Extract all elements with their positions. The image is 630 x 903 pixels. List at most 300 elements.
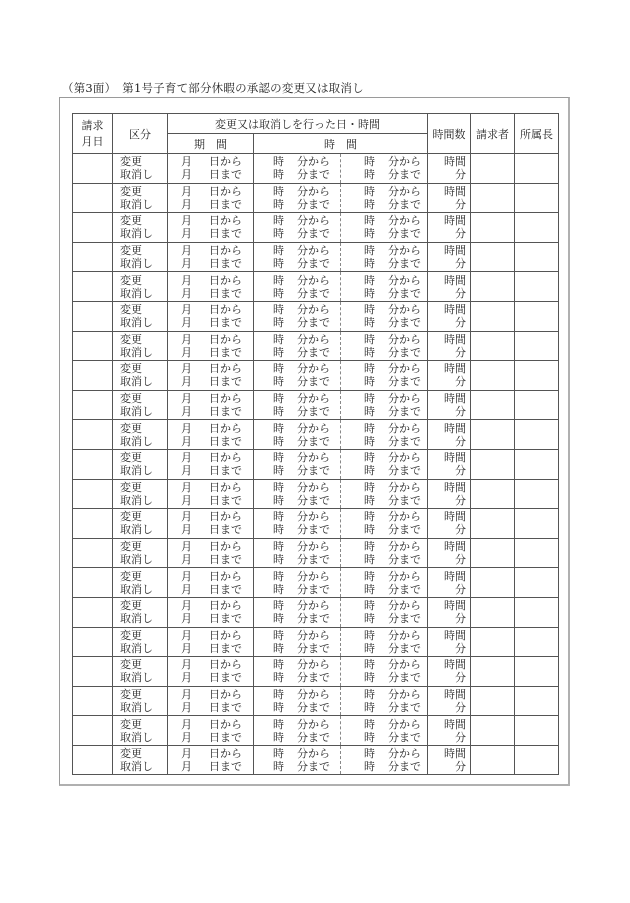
time-end-cell[interactable] <box>341 479 428 509</box>
period-cell[interactable] <box>168 154 254 184</box>
month-label: 月 <box>181 658 192 672</box>
category-cell[interactable] <box>113 449 168 479</box>
month-label: 月 <box>181 244 192 258</box>
requester-cell[interactable] <box>471 242 515 272</box>
minutes-unit: 分 <box>455 286 466 300</box>
time-end-cell[interactable] <box>341 509 428 539</box>
minutes-unit: 分 <box>455 730 466 744</box>
hours-count-cell[interactable] <box>428 568 471 598</box>
requester-cell[interactable] <box>471 538 515 568</box>
time-end-cell[interactable] <box>341 213 428 243</box>
supervisor-cell[interactable] <box>515 390 559 420</box>
time-start-cell[interactable] <box>254 627 341 657</box>
request-date-cell[interactable] <box>73 361 113 391</box>
time-start-cell[interactable] <box>254 301 341 331</box>
supervisor-cell[interactable] <box>515 213 559 243</box>
month-label: 月 <box>181 286 192 300</box>
minute-from-label: 分から <box>297 687 330 701</box>
minute-from-label: 分から <box>297 658 330 672</box>
time-start-cell[interactable] <box>254 183 341 213</box>
day-to-label: 日まで <box>209 257 242 271</box>
category-cell[interactable] <box>113 509 168 539</box>
category-cell[interactable] <box>113 686 168 716</box>
day-from-label: 日から <box>209 362 242 376</box>
minute-to-label: 分まで <box>388 641 421 655</box>
category-cell[interactable] <box>113 183 168 213</box>
hours-count-cell[interactable] <box>428 154 471 184</box>
hour-label: 時 <box>273 687 284 701</box>
minute-from-label: 分から <box>297 510 330 524</box>
time-start-cell[interactable] <box>254 420 341 450</box>
category-cell[interactable] <box>113 361 168 391</box>
supervisor-cell[interactable] <box>515 627 559 657</box>
hour-label: 時 <box>273 197 284 211</box>
requester-cell[interactable] <box>471 479 515 509</box>
category-change: 変更 <box>120 540 142 554</box>
day-to-label: 日まで <box>209 227 242 241</box>
supervisor-cell[interactable] <box>515 657 559 687</box>
period-cell[interactable] <box>168 627 254 657</box>
request-date-cell[interactable] <box>73 331 113 361</box>
category-change: 変更 <box>120 392 142 406</box>
time-start-cell[interactable] <box>254 154 341 184</box>
minute-to-label: 分まで <box>388 612 421 626</box>
hours-count-cell[interactable] <box>428 686 471 716</box>
minute-to-label: 分まで <box>388 375 421 389</box>
requester-cell[interactable] <box>471 331 515 361</box>
category-change: 変更 <box>120 510 142 524</box>
hour-label: 時 <box>364 451 375 465</box>
hour-label: 時 <box>364 628 375 642</box>
time-start-cell[interactable] <box>254 597 341 627</box>
period-cell[interactable] <box>168 479 254 509</box>
time-start-cell[interactable] <box>254 686 341 716</box>
category-cell[interactable] <box>113 716 168 746</box>
hours-count-cell[interactable] <box>428 716 471 746</box>
month-label: 月 <box>181 303 192 317</box>
hour-label: 時 <box>273 168 284 182</box>
time-end-cell[interactable] <box>341 538 428 568</box>
request-date-cell[interactable] <box>73 716 113 746</box>
supervisor-cell[interactable] <box>515 361 559 391</box>
requester-cell[interactable] <box>471 657 515 687</box>
day-to-label: 日まで <box>209 316 242 330</box>
category-change: 変更 <box>120 747 142 761</box>
table-row <box>73 627 559 657</box>
month-label: 月 <box>181 717 192 731</box>
hour-label: 時 <box>273 700 284 714</box>
supervisor-cell[interactable] <box>515 242 559 272</box>
supervisor-cell[interactable] <box>515 745 559 775</box>
supervisor-cell[interactable] <box>515 420 559 450</box>
hours-unit: 時間 <box>444 392 466 406</box>
request-date-cell[interactable] <box>73 449 113 479</box>
hour-label: 時 <box>364 392 375 406</box>
period-cell[interactable] <box>168 361 254 391</box>
time-start-cell[interactable] <box>254 361 341 391</box>
category-cancel: 取消し <box>120 227 153 241</box>
requester-cell[interactable] <box>471 597 515 627</box>
day-from-label: 日から <box>209 540 242 554</box>
minute-from-label: 分から <box>297 421 330 435</box>
hour-label: 時 <box>364 540 375 554</box>
hours-unit: 時間 <box>444 303 466 317</box>
time-start-cell[interactable] <box>254 716 341 746</box>
minute-from-label: 分から <box>388 628 421 642</box>
hours-count-cell[interactable] <box>428 390 471 420</box>
time-start-cell[interactable] <box>254 479 341 509</box>
category-cell[interactable] <box>113 213 168 243</box>
minute-from-label: 分から <box>297 244 330 258</box>
category-cell[interactable] <box>113 568 168 598</box>
period-cell[interactable] <box>168 509 254 539</box>
period-cell[interactable] <box>168 183 254 213</box>
time-start-cell[interactable] <box>254 509 341 539</box>
hour-label: 時 <box>364 214 375 228</box>
request-date-cell[interactable] <box>73 242 113 272</box>
hour-label: 時 <box>273 434 284 448</box>
hour-label: 時 <box>273 553 284 567</box>
hours-count-cell[interactable] <box>428 627 471 657</box>
category-cell[interactable] <box>113 390 168 420</box>
hours-unit: 時間 <box>444 717 466 731</box>
category-cell[interactable] <box>113 745 168 775</box>
hour-label: 時 <box>364 730 375 744</box>
month-label: 月 <box>181 553 192 567</box>
supervisor-cell[interactable] <box>515 597 559 627</box>
day-from-label: 日から <box>209 392 242 406</box>
requester-cell[interactable] <box>471 154 515 184</box>
minute-from-label: 分から <box>388 332 421 346</box>
time-end-cell[interactable] <box>341 568 428 598</box>
month-label: 月 <box>181 155 192 169</box>
hours-count-cell[interactable] <box>428 183 471 213</box>
hour-label: 時 <box>273 599 284 613</box>
category-cell[interactable] <box>113 272 168 302</box>
supervisor-cell[interactable] <box>515 479 559 509</box>
minutes-unit: 分 <box>455 168 466 182</box>
minute-from-label: 分から <box>297 332 330 346</box>
minutes-unit: 分 <box>455 197 466 211</box>
category-cancel: 取消し <box>120 197 153 211</box>
time-start-cell[interactable] <box>254 538 341 568</box>
time-start-cell[interactable] <box>254 390 341 420</box>
month-label: 月 <box>181 184 192 198</box>
time-end-cell[interactable] <box>341 420 428 450</box>
minute-to-label: 分まで <box>388 345 421 359</box>
category-cell[interactable] <box>113 420 168 450</box>
hours-count-cell[interactable] <box>428 420 471 450</box>
category-cell[interactable] <box>113 479 168 509</box>
hours-count-cell[interactable] <box>428 301 471 331</box>
requester-cell[interactable] <box>471 449 515 479</box>
hour-label: 時 <box>364 612 375 626</box>
requester-cell[interactable] <box>471 183 515 213</box>
requester-cell[interactable] <box>471 361 515 391</box>
period-cell[interactable] <box>168 657 254 687</box>
day-from-label: 日から <box>209 747 242 761</box>
time-end-cell[interactable] <box>341 597 428 627</box>
requester-cell[interactable] <box>471 390 515 420</box>
period-cell[interactable] <box>168 597 254 627</box>
hour-label: 時 <box>364 316 375 330</box>
minute-from-label: 分から <box>297 569 330 583</box>
hour-label: 時 <box>364 700 375 714</box>
day-to-label: 日まで <box>209 405 242 419</box>
minutes-unit: 分 <box>455 375 466 389</box>
period-cell[interactable] <box>168 716 254 746</box>
category-cell[interactable] <box>113 627 168 657</box>
time-start-cell[interactable] <box>254 657 341 687</box>
request-date-cell[interactable] <box>73 301 113 331</box>
day-from-label: 日から <box>209 303 242 317</box>
hour-label: 時 <box>273 451 284 465</box>
requester-cell[interactable] <box>471 272 515 302</box>
month-label: 月 <box>181 451 192 465</box>
minutes-unit: 分 <box>455 434 466 448</box>
time-end-cell[interactable] <box>341 301 428 331</box>
period-cell[interactable] <box>168 242 254 272</box>
supervisor-cell[interactable] <box>515 538 559 568</box>
time-end-cell[interactable] <box>341 449 428 479</box>
hours-count-cell[interactable] <box>428 242 471 272</box>
request-date-cell[interactable] <box>73 509 113 539</box>
month-label: 月 <box>181 434 192 448</box>
time-end-cell[interactable] <box>341 716 428 746</box>
day-from-label: 日から <box>209 717 242 731</box>
request-date-cell[interactable] <box>73 183 113 213</box>
category-cell[interactable] <box>113 538 168 568</box>
period-cell[interactable] <box>168 301 254 331</box>
request-date-cell[interactable] <box>73 479 113 509</box>
month-label: 月 <box>181 375 192 389</box>
minute-to-label: 分まで <box>297 700 330 714</box>
period-cell[interactable] <box>168 272 254 302</box>
minute-from-label: 分から <box>388 451 421 465</box>
table-row <box>73 361 559 391</box>
request-date-cell[interactable] <box>73 213 113 243</box>
requester-cell[interactable] <box>471 745 515 775</box>
category-cell[interactable] <box>113 301 168 331</box>
time-start-cell[interactable] <box>254 331 341 361</box>
category-cell[interactable] <box>113 154 168 184</box>
day-to-label: 日まで <box>209 434 242 448</box>
request-date-cell[interactable] <box>73 686 113 716</box>
hour-label: 時 <box>273 286 284 300</box>
time-end-cell[interactable] <box>341 627 428 657</box>
month-label: 月 <box>181 316 192 330</box>
period-cell[interactable] <box>168 390 254 420</box>
requester-cell[interactable] <box>471 686 515 716</box>
hours-count-cell[interactable] <box>428 272 471 302</box>
supervisor-cell[interactable] <box>515 331 559 361</box>
supervisor-cell[interactable] <box>515 154 559 184</box>
request-date-cell[interactable] <box>73 154 113 184</box>
day-from-label: 日から <box>209 687 242 701</box>
request-date-cell[interactable] <box>73 597 113 627</box>
request-date-cell[interactable] <box>73 568 113 598</box>
request-date-cell[interactable] <box>73 538 113 568</box>
day-to-label: 日まで <box>209 671 242 685</box>
supervisor-cell[interactable] <box>515 509 559 539</box>
requester-cell[interactable] <box>471 420 515 450</box>
category-cell[interactable] <box>113 597 168 627</box>
day-from-label: 日から <box>209 421 242 435</box>
supervisor-cell[interactable] <box>515 183 559 213</box>
requester-cell[interactable] <box>471 627 515 657</box>
period-cell[interactable] <box>168 745 254 775</box>
hours-unit: 時間 <box>444 540 466 554</box>
minutes-unit: 分 <box>455 316 466 330</box>
hours-count-cell[interactable] <box>428 331 471 361</box>
hour-label: 時 <box>273 214 284 228</box>
day-to-label: 日まで <box>209 464 242 478</box>
time-start-cell[interactable] <box>254 242 341 272</box>
hours-count-cell[interactable] <box>428 361 471 391</box>
minutes-unit: 分 <box>455 493 466 507</box>
time-start-cell[interactable] <box>254 272 341 302</box>
hour-label: 時 <box>364 168 375 182</box>
month-label: 月 <box>181 345 192 359</box>
category-cancel: 取消し <box>120 612 153 626</box>
time-start-cell[interactable] <box>254 449 341 479</box>
hours-count-cell[interactable] <box>428 509 471 539</box>
month-label: 月 <box>181 392 192 406</box>
time-end-cell[interactable] <box>341 657 428 687</box>
hours-count-cell[interactable] <box>428 479 471 509</box>
request-date-cell[interactable] <box>73 745 113 775</box>
time-start-cell[interactable] <box>254 568 341 598</box>
supervisor-cell[interactable] <box>515 449 559 479</box>
time-end-cell[interactable] <box>341 331 428 361</box>
minute-from-label: 分から <box>388 214 421 228</box>
period-cell[interactable] <box>168 686 254 716</box>
table-row <box>73 183 559 213</box>
table-row <box>73 509 559 539</box>
requester-cell[interactable] <box>471 509 515 539</box>
hour-label: 時 <box>273 345 284 359</box>
minute-to-label: 分まで <box>297 523 330 537</box>
request-date-cell[interactable] <box>73 627 113 657</box>
header-period: 期 間 <box>168 134 254 154</box>
category-cell[interactable] <box>113 331 168 361</box>
hours-count-cell[interactable] <box>428 538 471 568</box>
table-row <box>73 301 559 331</box>
requester-cell[interactable] <box>471 716 515 746</box>
supervisor-cell[interactable] <box>515 301 559 331</box>
minute-from-label: 分から <box>388 362 421 376</box>
hours-count-cell[interactable] <box>428 449 471 479</box>
period-cell[interactable] <box>168 331 254 361</box>
time-start-cell[interactable] <box>254 745 341 775</box>
hours-unit: 時間 <box>444 273 466 287</box>
requester-cell[interactable] <box>471 213 515 243</box>
minute-from-label: 分から <box>388 717 421 731</box>
supervisor-cell[interactable] <box>515 568 559 598</box>
request-date-cell[interactable] <box>73 657 113 687</box>
hours-count-cell[interactable] <box>428 657 471 687</box>
time-end-cell[interactable] <box>341 745 428 775</box>
time-end-cell[interactable] <box>341 390 428 420</box>
table-row <box>73 716 559 746</box>
hours-count-cell[interactable] <box>428 213 471 243</box>
minute-from-label: 分から <box>297 540 330 554</box>
period-cell[interactable] <box>168 568 254 598</box>
requester-cell[interactable] <box>471 568 515 598</box>
hours-count-cell[interactable] <box>428 597 471 627</box>
table-row <box>73 154 559 184</box>
minute-to-label: 分まで <box>297 612 330 626</box>
minute-from-label: 分から <box>388 392 421 406</box>
category-cell[interactable] <box>113 657 168 687</box>
category-change: 変更 <box>120 362 142 376</box>
time-start-cell[interactable] <box>254 213 341 243</box>
request-date-cell[interactable] <box>73 272 113 302</box>
minute-to-label: 分まで <box>297 641 330 655</box>
table-row <box>73 213 559 243</box>
hour-label: 時 <box>364 421 375 435</box>
request-date-cell[interactable] <box>73 420 113 450</box>
category-cell[interactable] <box>113 242 168 272</box>
hour-label: 時 <box>364 599 375 613</box>
day-to-label: 日まで <box>209 700 242 714</box>
supervisor-cell[interactable] <box>515 272 559 302</box>
hours-count-cell[interactable] <box>428 745 471 775</box>
category-change: 変更 <box>120 273 142 287</box>
minute-to-label: 分まで <box>297 553 330 567</box>
hour-label: 時 <box>273 658 284 672</box>
table-row <box>73 745 559 775</box>
hour-label: 時 <box>273 273 284 287</box>
hour-label: 時 <box>273 510 284 524</box>
time-end-cell[interactable] <box>341 183 428 213</box>
hour-label: 時 <box>273 717 284 731</box>
time-end-cell[interactable] <box>341 242 428 272</box>
time-end-cell[interactable] <box>341 686 428 716</box>
request-date-cell[interactable] <box>73 390 113 420</box>
minute-from-label: 分から <box>297 214 330 228</box>
requester-cell[interactable] <box>471 301 515 331</box>
hour-label: 時 <box>273 582 284 596</box>
time-end-cell[interactable] <box>341 272 428 302</box>
supervisor-cell[interactable] <box>515 716 559 746</box>
minutes-unit: 分 <box>455 553 466 567</box>
category-cancel: 取消し <box>120 671 153 685</box>
period-cell[interactable] <box>168 538 254 568</box>
period-cell[interactable] <box>168 420 254 450</box>
hour-label: 時 <box>364 641 375 655</box>
minutes-unit: 分 <box>455 345 466 359</box>
minutes-unit: 分 <box>455 523 466 537</box>
month-label: 月 <box>181 197 192 211</box>
minute-to-label: 分まで <box>297 375 330 389</box>
minute-from-label: 分から <box>388 658 421 672</box>
period-cell[interactable] <box>168 213 254 243</box>
hour-label: 時 <box>364 553 375 567</box>
header-change-group: 変更又は取消しを行った日・時間 <box>168 114 428 134</box>
hours-unit: 時間 <box>444 569 466 583</box>
supervisor-cell[interactable] <box>515 686 559 716</box>
day-from-label: 日から <box>209 599 242 613</box>
time-end-cell[interactable] <box>341 154 428 184</box>
hour-label: 時 <box>273 480 284 494</box>
day-to-label: 日まで <box>209 345 242 359</box>
time-end-cell[interactable] <box>341 361 428 391</box>
period-cell[interactable] <box>168 449 254 479</box>
minute-from-label: 分から <box>388 540 421 554</box>
hour-label: 時 <box>364 197 375 211</box>
hour-label: 時 <box>273 760 284 774</box>
